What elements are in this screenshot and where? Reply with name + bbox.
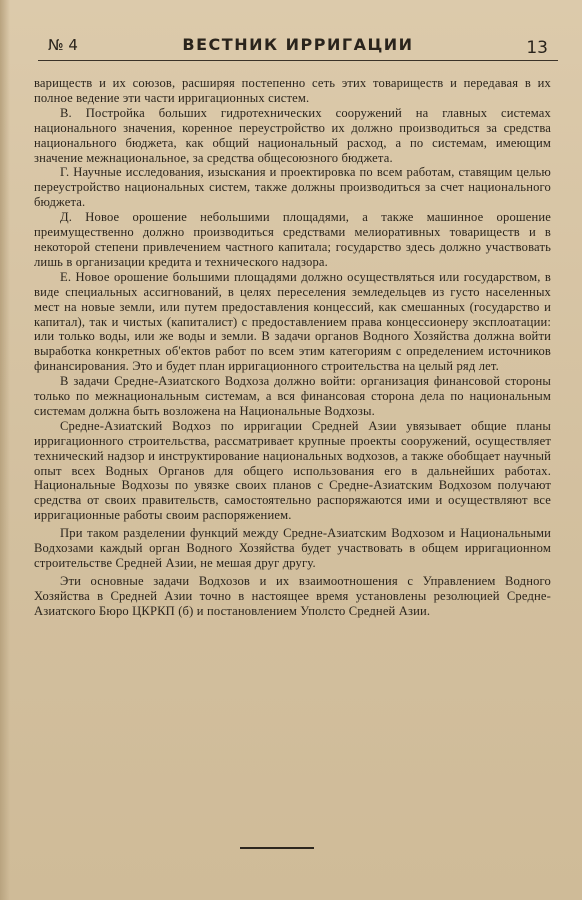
paragraph-resolution: Эти основные задачи Водхозов и их взаимоотношения с Управлением Водного Хозяйства в Средней Азии точно в настоящее время установлены резолюцией Средне-Азиатского Бюро ЦКРКП (б) и постановлением Уполсто Средней Азии. [34,573,551,618]
page-number: 13 [526,38,548,58]
paragraph-e: Е. Новое орошение большими площадями должно осуществляться или государством, в виде специальных ассигнований, в целях переселения земледельцев из густо населенных мест на новые земли, или путем предоставления концессий, как смешанных (государство и капитал), так и чистых (капиталист) с предоставлением права концессионеру эксплоатации: или только воды, или же воды и земли. В задачи органов Водного Хозяйства должна войти выработка конкретных об'ектов работ по всем этим категориям с определением источников финансирования. Это и будет план ирригационного строительства на целый ряд лет. [34,269,551,374]
page-edge-shadow [0,0,10,900]
paragraph-central-asian-vodkhoz-tasks: В задачи Средне-Азиатского Водхоза должно войти: организация финансовой стороны только по межнациональным системам, а вся финансовая сторона дела по национальным системам должна быть возложена на Национальные Водхозы. [34,374,551,418]
running-header [38,32,558,61]
end-divider [240,847,314,849]
paragraph-g: Г. Научные исследования, изыскания и проектировка по всем работам, ставящим целью переустройство национальных систем, также должны производиться за счет национального бюджета. [34,165,551,210]
paragraph-v: В. Постройка больших гидротехнических сооружений на главных системах национального значения, коренное переустройство их должно производиться за средства национального бюджета, как общий национальный расход, а по системам, имеющим значение межнациональное, за средства общесоюзного бюджета. [34,105,551,165]
article-body [34,76,551,619]
paragraph-vodkhoz-coordination: Средне-Азиатский Водхоз по ирригации Средней Азии увязывает общие планы ирригационного строительства, рассматривает крупные проекты сооружений, осуществляет технический надзор и инструктирование национальных водхозов, а также обобщает научный опыт всех Водных Органов для общего использования его в дальнейших работах. Национальные Водхозы по увязке своих планов с Средне-Азиатским Водхозом получают средства от своих правительств, самостоятельно распоряжаются ими и осуществляют все ирригационные работы своим распоряжением. [34,418,551,523]
paragraph-d: Д. Новое орошение небольшими площадями, а также машинное орошение преимущественно должно производиться средствами мелиоративных товариществ и в некоторой степени привлечением частного капитала; государство здесь должно участвовать лишь в организации кредита и технического надзора. [34,210,551,269]
issue-number: № 4 [48,36,78,54]
journal-title: ВЕСТНИК ИРРИГАЦИИ [182,35,414,54]
paragraph-continued: вариществ и их союзов, расширяя постепенно сеть этих товариществ и передавая в их полное ведение эти части ирригационных систем. [34,76,551,105]
paragraph-division-of-functions: При таком разделении функций между Средне-Азиатским Водхозом и Национальными Водхозами каждый орган Водного Хозяйства будет участвовать в общем ирригационном строительстве Средней Азии, не мешая друг другу. [34,526,551,570]
